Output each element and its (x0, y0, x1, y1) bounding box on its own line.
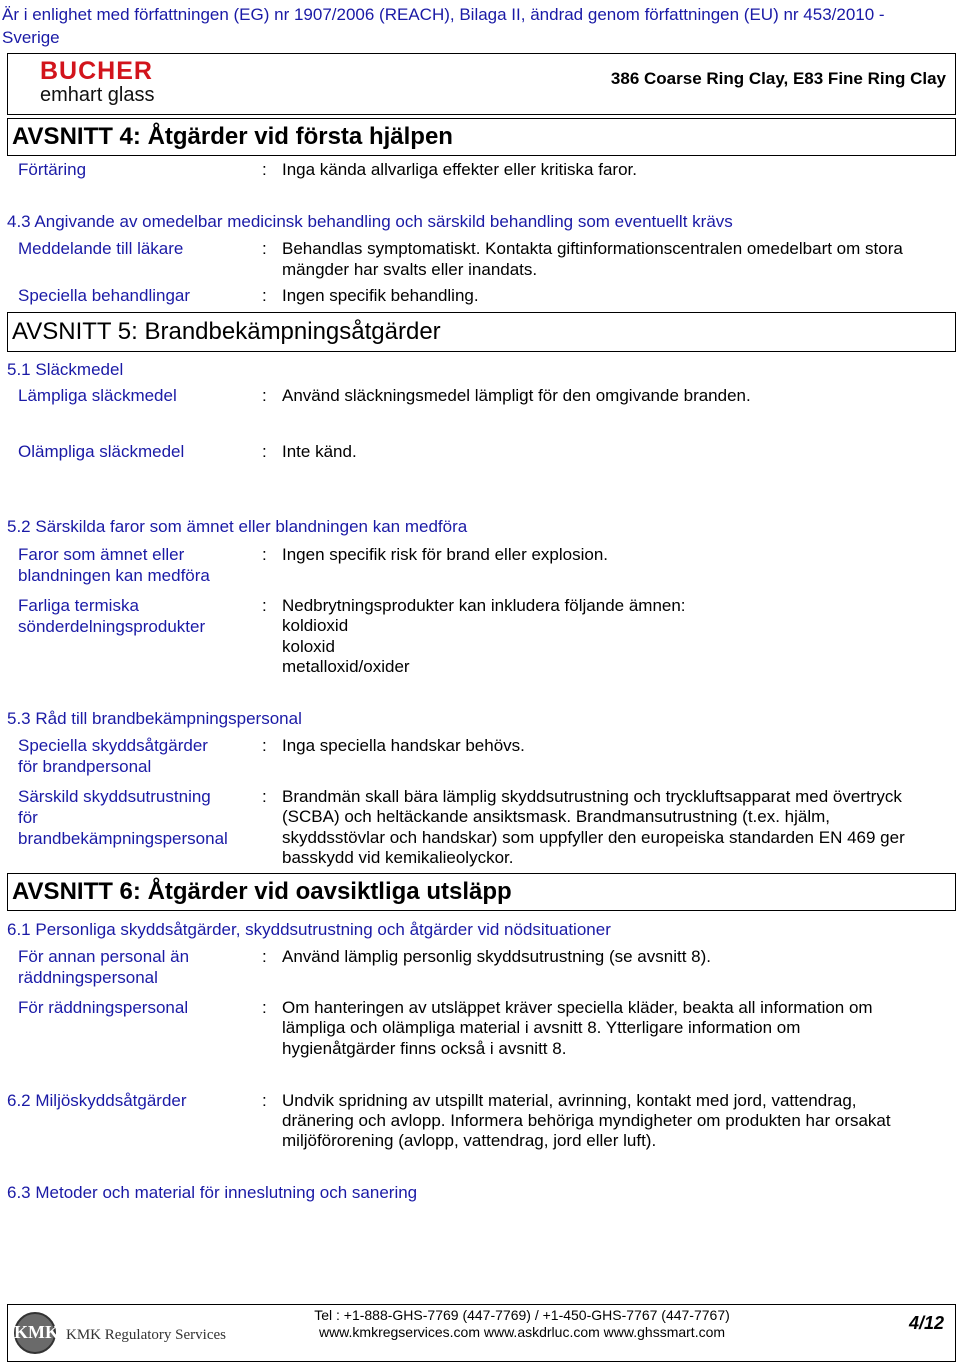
environmental-label: 6.2 Miljöskyddsåtgärder (7, 1091, 187, 1110)
special-equipment-line3: skyddsstövlar och handskar) som uppfyller den europeiska standarden EN 469 ger (282, 828, 905, 847)
product-name: 386 Coarse Ring Clay, E83 Fine Ring Clay (610, 69, 946, 88)
non-emergency-label-line1: För annan personal än (18, 947, 190, 966)
colon: : (262, 545, 267, 564)
colon: : (262, 1091, 267, 1110)
subsection-5-1: 5.1 Släckmedel (7, 360, 124, 379)
special-equipment-line1: Brandmän skall bära lämplig skyddsutrustning och tryckluftsapparat med övertryck (282, 787, 902, 806)
footer-contact (302, 1307, 742, 1341)
special-equipment-label-line3: brandbekämpningspersonal (18, 829, 228, 848)
specific-treatment-value: Ingen specifik behandling. (282, 286, 479, 305)
suitable-media-label: Lämpliga släckmedel (18, 386, 177, 405)
responders-line2: lämpliga och olämpliga material i avsnitt 8. Ytterligare information om (282, 1018, 801, 1037)
subsection-6-1: 6.1 Personliga skyddsåtgärder, skyddsutrustning och åtgärder vid nödsituationer (7, 920, 611, 939)
ingestion-value: Inga kända allvarliga effekter eller kritiska faror. (282, 160, 637, 179)
decomposition-label-line1: Farliga termiska (18, 596, 139, 615)
hazards-label-line2: blandningen kan medföra (18, 566, 210, 585)
page-number: 4/12 (908, 1313, 944, 1333)
special-measures-label-line1: Speciella skyddsåtgärder (18, 736, 208, 755)
specific-treatment-label: Speciella behandlingar (18, 286, 191, 305)
section5-title: AVSNITT 5: Brandbekämpningsåtgärder (7, 312, 956, 352)
footer-tel: Tel : +1-888-GHS-7769 (447-7769) / +1-450-GHS-7767 (447-7767) (314, 1307, 730, 1323)
footer-company-name: KMK Regulatory Services (66, 1327, 226, 1343)
colon: : (262, 736, 267, 755)
kmk-logo-mark: KMK (14, 1322, 59, 1342)
company-logo-subtext: emhart glass (40, 84, 155, 106)
subsection-5-2: 5.2 Särskilda faror som ämnet eller blandningen kan medföra (7, 517, 468, 536)
responders-line3: hygienåtgärder finns också i avsnitt 8. (282, 1039, 567, 1058)
responders-label: För räddningspersonal (18, 998, 189, 1017)
non-emergency-value: Använd lämplig personlig skyddsutrustning (se avsnitt 8). (282, 947, 711, 966)
decomposition-line1: Nedbrytningsprodukter kan inkludera följande ämnen: (282, 596, 686, 615)
colon: : (262, 160, 267, 179)
colon: : (262, 947, 267, 966)
special-equipment-line4: basskydd vid kemikalieolyckor. (282, 848, 514, 867)
subsection-6-3: 6.3 Metoder och material för inneslutning och sanering (7, 1183, 418, 1202)
physician-note-label: Meddelande till läkare (18, 239, 184, 258)
environmental-line3: miljöförorening (avlopp, vattendrag, jord eller luft). (282, 1131, 657, 1150)
colon: : (262, 286, 267, 305)
decomposition-line2: koldioxid (282, 616, 349, 635)
decomposition-line3: koloxid (282, 637, 335, 656)
special-measures-value: Inga speciella handskar behövs. (282, 736, 525, 755)
environmental-line2: dränering och avlopp. Informera behöriga myndigheter om produkten har orsakat (282, 1111, 891, 1130)
section6-title: AVSNITT 6: Åtgärder vid oavsiktliga utsläpp (7, 873, 956, 911)
hazards-value: Ingen specifik risk för brand eller explosion. (282, 545, 608, 564)
ingestion-label: Förtäring (18, 160, 87, 179)
special-equipment-line2: (SCBA) och heltäckande ansiktsmask. Brandmansutrustning (t.ex. hjälm, (282, 807, 831, 826)
colon: : (262, 998, 267, 1017)
decomposition-line4: metalloxid/oxider (282, 657, 410, 676)
company-logo-text: BUCHER (40, 57, 153, 85)
colon: : (262, 239, 267, 258)
subsection-4-3: 4.3 Angivande av omedelbar medicinsk behandling och särskild behandling som eventuellt krävs (7, 212, 733, 231)
unsuitable-media-value: Inte känd. (282, 442, 357, 461)
colon: : (262, 596, 267, 615)
colon: : (262, 442, 267, 461)
environmental-line1: Undvik spridning av utspillt material, avrinning, kontakt med jord, vattendrag, (282, 1091, 857, 1110)
section4-title: AVSNITT 4: Åtgärder vid första hjälpen (7, 118, 956, 156)
responders-line1: Om hanteringen av utsläppet kräver speciella kläder, beakta all information om (282, 998, 873, 1017)
special-measures-label-line2: för brandpersonal (18, 757, 152, 776)
special-equipment-label-line1: Särskild skyddsutrustning (18, 787, 211, 806)
regulation-title: Är i enlighet med författningen (EG) nr 1907/2006 (REACH), Bilaga II, ändrad genom författningen (EU) nr 453/2010 - Sverige (2, 5, 885, 47)
special-equipment-label-line2: för (18, 808, 38, 827)
subsection-5-3: 5.3 Råd till brandbekämpningspersonal (7, 709, 302, 728)
colon: : (262, 386, 267, 405)
hazards-label-line1: Faror som ämnet eller (18, 545, 185, 564)
unsuitable-media-label: Olämpliga släckmedel (18, 442, 185, 461)
colon: : (262, 787, 267, 806)
physician-note-line2: mängder har svalts eller inandats. (282, 260, 538, 279)
physician-note-line1: Behandlas symptomatiskt. Kontakta giftinformationscentralen omedelbart om stora (282, 239, 903, 258)
footer-websites: www.kmkregservices.com www.askdrluc.com www.ghssmart.com (318, 1324, 726, 1340)
suitable-media-value: Använd släckningsmedel lämpligt för den omgivande branden. (282, 386, 751, 405)
decomposition-label-line2: sönderdelningsprodukter (18, 617, 206, 636)
non-emergency-label-line2: räddningspersonal (18, 968, 158, 987)
